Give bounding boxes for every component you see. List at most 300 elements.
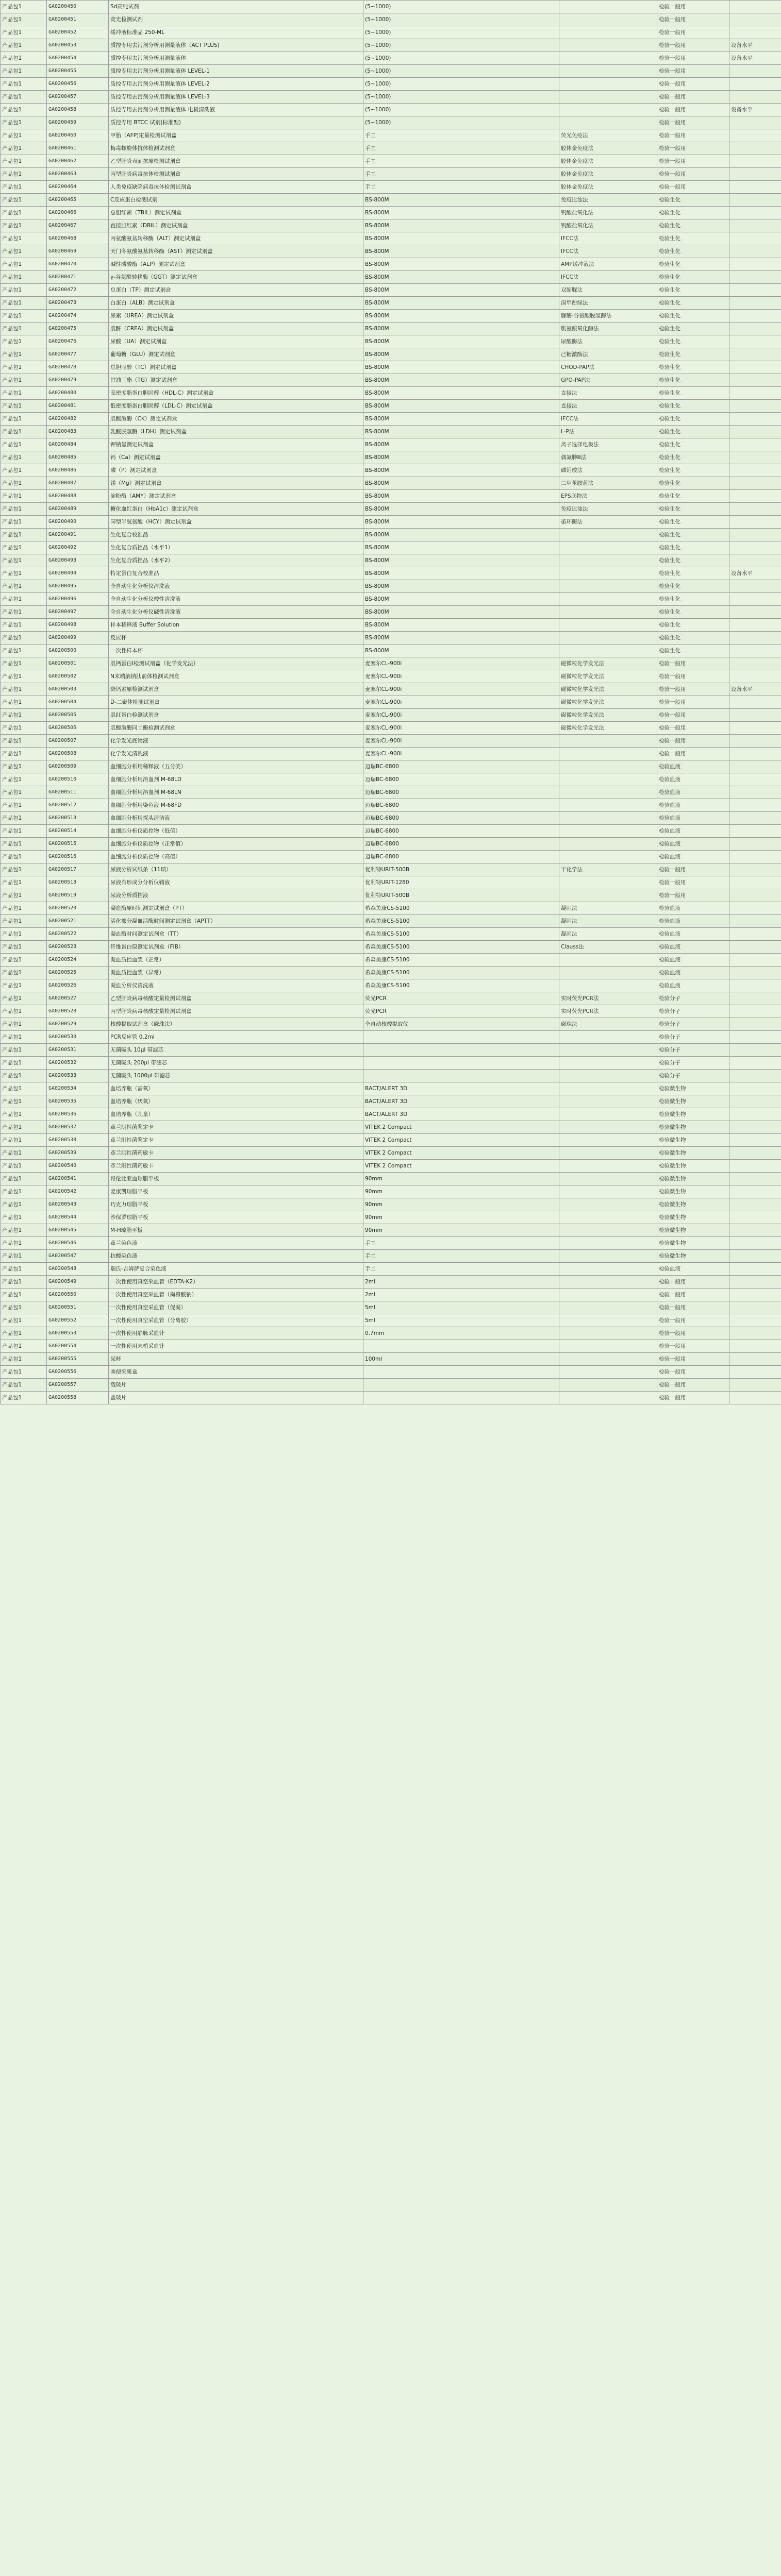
row-code: GA0200540 <box>47 1160 109 1173</box>
row-code: GA0200535 <box>47 1095 109 1108</box>
row-extra <box>729 219 781 232</box>
row-product-name: 无菌吸头 200μl 带滤芯 <box>109 1057 363 1070</box>
row-extra <box>729 1057 781 1070</box>
row-product-name: 特定蛋白复合校准品 <box>109 567 363 580</box>
row-usage: 检验一般用 <box>657 13 729 26</box>
row-extra <box>729 155 781 168</box>
row-code: GA0200494 <box>47 567 109 580</box>
row-method <box>559 786 657 799</box>
row-method: 免疫比浊法 <box>559 194 657 207</box>
row-product-name: 一次性使用真空采血管（促凝） <box>109 1301 363 1314</box>
row-extra <box>729 1121 781 1134</box>
row-model: BS-800M <box>363 593 559 606</box>
row-product-name: 尿液分析试纸条（11项） <box>109 863 363 876</box>
row-category: 产品包1 <box>1 863 47 876</box>
row-category: 产品包1 <box>1 696 47 709</box>
row-category: 产品包1 <box>1 284 47 297</box>
row-model: BS-800M <box>363 516 559 529</box>
table-row <box>1 632 781 645</box>
row-model: BS-800M <box>363 477 559 490</box>
row-category: 产品包1 <box>1 52 47 65</box>
row-code: GA0200491 <box>47 529 109 541</box>
row-extra: 设备水平 <box>729 104 781 116</box>
row-category: 产品包1 <box>1 1082 47 1095</box>
row-model: BS-800M <box>363 554 559 567</box>
row-category: 产品包1 <box>1 413 47 426</box>
row-extra <box>729 464 781 477</box>
row-code: GA0200467 <box>47 219 109 232</box>
row-method <box>559 1147 657 1160</box>
table-row <box>1 155 781 168</box>
table-row <box>1 1134 781 1147</box>
row-model: 90mm <box>363 1198 559 1211</box>
table-row <box>1 541 781 554</box>
row-code: GA0200492 <box>47 541 109 554</box>
row-category: 产品包1 <box>1 168 47 181</box>
row-category: 产品包1 <box>1 503 47 516</box>
row-method <box>559 632 657 645</box>
row-category: 产品包1 <box>1 554 47 567</box>
row-category: 产品包1 <box>1 812 47 825</box>
row-code: GA0200524 <box>47 954 109 967</box>
table-row <box>1 1070 781 1082</box>
row-usage: 检验一般用 <box>657 1327 729 1340</box>
row-extra <box>729 554 781 567</box>
row-category: 产品包1 <box>1 889 47 902</box>
row-code: GA0200452 <box>47 26 109 39</box>
row-extra <box>729 1340 781 1353</box>
row-code: GA0200463 <box>47 168 109 181</box>
table-row <box>1 1289 781 1301</box>
row-category: 产品包1 <box>1 271 47 284</box>
row-code: GA0200539 <box>47 1147 109 1160</box>
row-model: BS-800M <box>363 464 559 477</box>
row-product-name: 化学发光底物液 <box>109 735 363 748</box>
row-code: GA0200518 <box>47 876 109 889</box>
row-category: 产品包1 <box>1 851 47 863</box>
table-row <box>1 1392 781 1404</box>
row-product-name: 荧光检测试剂 <box>109 13 363 26</box>
table-row <box>1 142 781 155</box>
row-model: BS-800M <box>363 606 559 619</box>
row-product-name: 沙保罗琼脂平板 <box>109 1211 363 1224</box>
row-product-name: 高密度脂蛋白胆固醇（HDL-C）测定试剂盒 <box>109 387 363 400</box>
row-method: L-P法 <box>559 426 657 438</box>
table-row <box>1 477 781 490</box>
row-code: GA0200551 <box>47 1301 109 1314</box>
table-row <box>1 516 781 529</box>
row-product-name: 样本稀释液 Buffer Solution <box>109 619 363 632</box>
table-row <box>1 748 781 760</box>
row-product-name: 质控专用去污剂分析用测量液体 <box>109 52 363 65</box>
row-method: 磁微粒化学发光法 <box>559 696 657 709</box>
row-usage: 检验分子 <box>657 1018 729 1031</box>
row-category: 产品包1 <box>1 39 47 52</box>
row-category: 产品包1 <box>1 1121 47 1134</box>
row-extra <box>729 838 781 851</box>
row-product-name: 丙型肝炎病毒核酸定量检测试剂盒 <box>109 1005 363 1018</box>
row-method <box>559 812 657 825</box>
row-extra <box>729 1 781 13</box>
table-row <box>1 645 781 657</box>
row-code: GA0200548 <box>47 1263 109 1276</box>
row-product-name: 总胆固醇（TC）测定试剂盒 <box>109 361 363 374</box>
row-product-name: C反应蛋白检测试剂 <box>109 194 363 207</box>
table-row <box>1 245 781 258</box>
row-product-name: 白蛋白（ALB）测定试剂盒 <box>109 297 363 310</box>
row-method: 凝固法 <box>559 915 657 928</box>
row-code: GA0200547 <box>47 1250 109 1263</box>
row-code: GA0200537 <box>47 1121 109 1134</box>
table-row <box>1 1327 781 1340</box>
table-row <box>1 490 781 503</box>
row-method <box>559 529 657 541</box>
row-category: 产品包1 <box>1 297 47 310</box>
row-model: 希森美康CS-5100 <box>363 902 559 915</box>
row-category: 产品包1 <box>1 310 47 323</box>
row-model: BS-800M <box>363 541 559 554</box>
row-extra <box>729 928 781 941</box>
row-extra <box>729 387 781 400</box>
row-usage: 检验分子 <box>657 1031 729 1044</box>
row-category: 产品包1 <box>1 1327 47 1340</box>
row-category: 产品包1 <box>1 1211 47 1224</box>
row-category: 产品包1 <box>1 1353 47 1366</box>
row-method <box>559 799 657 812</box>
row-category: 产品包1 <box>1 670 47 683</box>
row-model: BACT/ALERT 3D <box>363 1082 559 1095</box>
row-method: 磁微粒化学发光法 <box>559 722 657 735</box>
row-usage: 检验分子 <box>657 1005 729 1018</box>
row-product-name: 一次性使用真空采血管（分离胶） <box>109 1314 363 1327</box>
row-code: GA0200558 <box>47 1392 109 1404</box>
row-method: 磁珠法 <box>559 1018 657 1031</box>
row-code: GA0200479 <box>47 374 109 387</box>
row-usage: 检验一般用 <box>657 1276 729 1289</box>
row-category: 产品包1 <box>1 1070 47 1082</box>
row-category: 产品包1 <box>1 709 47 722</box>
row-product-name: 血细胞分析仪质控物（正常值） <box>109 838 363 851</box>
row-method <box>559 619 657 632</box>
table-row <box>1 413 781 426</box>
row-code: GA0200496 <box>47 593 109 606</box>
row-model: 麦塞尔CL-900i <box>363 683 559 696</box>
row-product-name: 血细胞分析仪质控物（低值） <box>109 825 363 838</box>
table-row <box>1 954 781 967</box>
row-model <box>363 1044 559 1057</box>
row-usage: 检验一般用 <box>657 78 729 91</box>
table-row <box>1 219 781 232</box>
row-code: GA0200529 <box>47 1018 109 1031</box>
row-product-name: 乙型肝炎病毒核酸定量检测试剂盒 <box>109 992 363 1005</box>
row-code: GA0200500 <box>47 645 109 657</box>
row-extra <box>729 722 781 735</box>
row-method <box>559 889 657 902</box>
row-model: 麦塞尔CL-900i <box>363 670 559 683</box>
row-method <box>559 1340 657 1353</box>
row-model: BS-800M <box>363 194 559 207</box>
row-usage: 检验血液 <box>657 838 729 851</box>
row-code: GA0200557 <box>47 1379 109 1392</box>
row-method: 实时荧光PCR法 <box>559 992 657 1005</box>
row-usage: 检验微生物 <box>657 1160 729 1173</box>
table-row <box>1 1366 781 1379</box>
row-code: GA0200550 <box>47 1289 109 1301</box>
row-extra <box>729 1147 781 1160</box>
row-product-name: 血培养瓶（儿童） <box>109 1108 363 1121</box>
row-code: GA0200501 <box>47 657 109 670</box>
row-product-name: 淀粉酶（AMY）测定试剂盒 <box>109 490 363 503</box>
row-extra <box>729 941 781 954</box>
row-code: GA0200470 <box>47 258 109 271</box>
row-product-name: 质控专用 BTCC 试剂(标准型) <box>109 116 363 129</box>
row-model: 迈瑞BC-6800 <box>363 760 559 773</box>
row-extra <box>729 438 781 451</box>
row-category: 产品包1 <box>1 155 47 168</box>
row-usage: 检验血液 <box>657 954 729 967</box>
row-code: GA0200490 <box>47 516 109 529</box>
row-code: GA0200510 <box>47 773 109 786</box>
row-code: GA0200505 <box>47 709 109 722</box>
row-model: 2ml <box>363 1289 559 1301</box>
row-category: 产品包1 <box>1 78 47 91</box>
row-extra <box>729 181 781 194</box>
row-usage: 检验生化 <box>657 284 729 297</box>
row-usage: 检验生化 <box>657 541 729 554</box>
table-row <box>1 207 781 219</box>
row-product-name: 降钙素原检测试剂盒 <box>109 683 363 696</box>
row-usage: 检验微生物 <box>657 1108 729 1121</box>
row-model <box>363 1392 559 1404</box>
row-usage: 检验一般用 <box>657 1 729 13</box>
table-row <box>1 580 781 593</box>
row-usage: 检验一般用 <box>657 1392 729 1404</box>
row-category: 产品包1 <box>1 928 47 941</box>
row-method <box>559 1134 657 1147</box>
row-code: GA0200466 <box>47 207 109 219</box>
row-product-name: 血培养瓶（需氧） <box>109 1082 363 1095</box>
row-model <box>363 1340 559 1353</box>
row-category: 产品包1 <box>1 567 47 580</box>
row-method: 胶体金免疫法 <box>559 155 657 168</box>
row-model: (5~1000) <box>363 91 559 104</box>
row-code: GA0200461 <box>47 142 109 155</box>
table-row <box>1 1173 781 1185</box>
row-extra <box>729 1289 781 1301</box>
row-category: 产品包1 <box>1 451 47 464</box>
row-product-name: 钙（Ca）测定试剂盒 <box>109 451 363 464</box>
row-category: 产品包1 <box>1 516 47 529</box>
row-product-name: 总胆红素（TBIL）测定试剂盒 <box>109 207 363 219</box>
row-method <box>559 116 657 129</box>
row-extra <box>729 1276 781 1289</box>
row-usage: 检验分子 <box>657 1070 729 1082</box>
row-usage: 检验血液 <box>657 967 729 979</box>
row-usage: 检验一般用 <box>657 1379 729 1392</box>
row-usage: 检验一般用 <box>657 735 729 748</box>
row-usage: 检验一般用 <box>657 670 729 683</box>
row-method <box>559 13 657 26</box>
row-code: GA0200504 <box>47 696 109 709</box>
row-method <box>559 1314 657 1327</box>
row-category: 产品包1 <box>1 1289 47 1301</box>
row-usage: 检验一般用 <box>657 1301 729 1314</box>
row-category: 产品包1 <box>1 580 47 593</box>
row-usage: 检验微生物 <box>657 1121 729 1134</box>
row-method <box>559 1070 657 1082</box>
row-code: GA0200530 <box>47 1031 109 1044</box>
row-product-name: 低密度脂蛋白胆固醇（LDL-C）测定试剂盒 <box>109 400 363 413</box>
row-usage: 检验微生物 <box>657 1173 729 1185</box>
row-code: GA0200476 <box>47 335 109 348</box>
table-row <box>1 464 781 477</box>
row-model: BACT/ALERT 3D <box>363 1108 559 1121</box>
row-code: GA0200514 <box>47 825 109 838</box>
row-extra: 设备水平 <box>729 567 781 580</box>
row-category: 产品包1 <box>1 194 47 207</box>
table-row <box>1 91 781 104</box>
row-product-name: 巧克力琼脂平板 <box>109 1198 363 1211</box>
row-method <box>559 760 657 773</box>
row-category: 产品包1 <box>1 1 47 13</box>
row-extra <box>729 116 781 129</box>
row-category: 产品包1 <box>1 1340 47 1353</box>
row-product-name: 丙型肝炎病毒抗体检测试剂盒 <box>109 168 363 181</box>
row-model: BS-800M <box>363 438 559 451</box>
row-usage: 检验微生物 <box>657 1134 729 1147</box>
row-usage: 检验生化 <box>657 529 729 541</box>
row-category: 产品包1 <box>1 207 47 219</box>
table-row <box>1 232 781 245</box>
row-model: BS-800M <box>363 490 559 503</box>
row-usage: 检验生化 <box>657 258 729 271</box>
row-method <box>559 541 657 554</box>
row-extra <box>729 1005 781 1018</box>
table-row <box>1 1108 781 1121</box>
row-extra: 设备水平 <box>729 52 781 65</box>
row-extra <box>729 271 781 284</box>
row-model: 迈瑞BC-6800 <box>363 812 559 825</box>
row-extra <box>729 374 781 387</box>
row-product-name: 全自动生化分析仪清洗液 <box>109 580 363 593</box>
row-extra <box>729 1173 781 1185</box>
row-method: 直接法 <box>559 400 657 413</box>
row-category: 产品包1 <box>1 1392 47 1404</box>
row-category: 产品包1 <box>1 323 47 335</box>
row-method <box>559 1044 657 1057</box>
row-product-name: 尿素（UREA）测定试剂盒 <box>109 310 363 323</box>
row-method: IFCC法 <box>559 232 657 245</box>
row-usage: 检验一般用 <box>657 155 729 168</box>
row-usage: 检验生化 <box>657 387 729 400</box>
row-usage: 检验生化 <box>657 503 729 516</box>
row-usage: 检验一般用 <box>657 104 729 116</box>
row-model: BS-800M <box>363 219 559 232</box>
row-category: 产品包1 <box>1 1314 47 1327</box>
row-extra <box>729 361 781 374</box>
table-row <box>1 1147 781 1160</box>
row-product-name: PCR反应管 0.2ml <box>109 1031 363 1044</box>
row-category: 产品包1 <box>1 1237 47 1250</box>
row-model: 手工 <box>363 1250 559 1263</box>
row-code: GA0200513 <box>47 812 109 825</box>
row-model: BS-800M <box>363 426 559 438</box>
table-row <box>1 438 781 451</box>
row-method <box>559 1173 657 1185</box>
row-extra <box>729 194 781 207</box>
table-row <box>1 1185 781 1198</box>
row-product-name: 载玻片 <box>109 1379 363 1392</box>
table-row <box>1 1160 781 1173</box>
row-usage: 检验生化 <box>657 632 729 645</box>
row-category: 产品包1 <box>1 1018 47 1031</box>
row-usage: 检验微生物 <box>657 1250 729 1263</box>
row-category: 产品包1 <box>1 773 47 786</box>
table-row <box>1 915 781 928</box>
row-category: 产品包1 <box>1 335 47 348</box>
row-method: 磁微粒化学发光法 <box>559 670 657 683</box>
row-usage: 检验一般用 <box>657 1289 729 1301</box>
row-extra <box>729 490 781 503</box>
table-row <box>1 116 781 129</box>
row-extra <box>729 799 781 812</box>
row-extra <box>729 297 781 310</box>
row-usage: 检验生化 <box>657 619 729 632</box>
row-extra: 设备水平 <box>729 39 781 52</box>
row-product-name: γ-谷氨酰转移酶（GGT）测定试剂盒 <box>109 271 363 284</box>
row-usage: 检验分子 <box>657 1044 729 1057</box>
row-code: GA0200450 <box>47 1 109 13</box>
row-category: 产品包1 <box>1 657 47 670</box>
row-product-name: 血细胞分析用稀释液（五分类） <box>109 760 363 773</box>
table-row <box>1 722 781 735</box>
row-usage: 检验生化 <box>657 464 729 477</box>
row-model: (5~1000) <box>363 104 559 116</box>
row-model: 90mm <box>363 1185 559 1198</box>
row-model: BS-800M <box>363 567 559 580</box>
row-category: 产品包1 <box>1 1366 47 1379</box>
row-method <box>559 65 657 78</box>
row-product-name: 一次性使用末梢采血针 <box>109 1340 363 1353</box>
table-row <box>1 1250 781 1263</box>
table-row <box>1 1276 781 1289</box>
row-extra <box>729 735 781 748</box>
row-model: BS-800M <box>363 413 559 426</box>
row-method <box>559 593 657 606</box>
row-code: GA0200549 <box>47 1276 109 1289</box>
table-row <box>1 696 781 709</box>
row-extra <box>729 1327 781 1340</box>
row-extra <box>729 310 781 323</box>
table-row <box>1 65 781 78</box>
row-extra <box>729 967 781 979</box>
row-model: 5ml <box>363 1301 559 1314</box>
row-extra <box>729 851 781 863</box>
table-row <box>1 606 781 619</box>
row-model: BS-800M <box>363 632 559 645</box>
row-usage: 检验生化 <box>657 219 729 232</box>
row-method: 胶体金免疫法 <box>559 142 657 155</box>
row-category: 产品包1 <box>1 477 47 490</box>
row-method <box>559 1237 657 1250</box>
row-model: 迈瑞BC-6800 <box>363 838 559 851</box>
row-product-name: Sd高纯试剂 <box>109 1 363 13</box>
row-model: 希森美康CS-5100 <box>363 979 559 992</box>
row-product-name: 全自动生化分析仪酸性清洗液 <box>109 593 363 606</box>
row-method <box>559 1327 657 1340</box>
row-code: GA0200457 <box>47 91 109 104</box>
row-model: (5~1000) <box>363 116 559 129</box>
